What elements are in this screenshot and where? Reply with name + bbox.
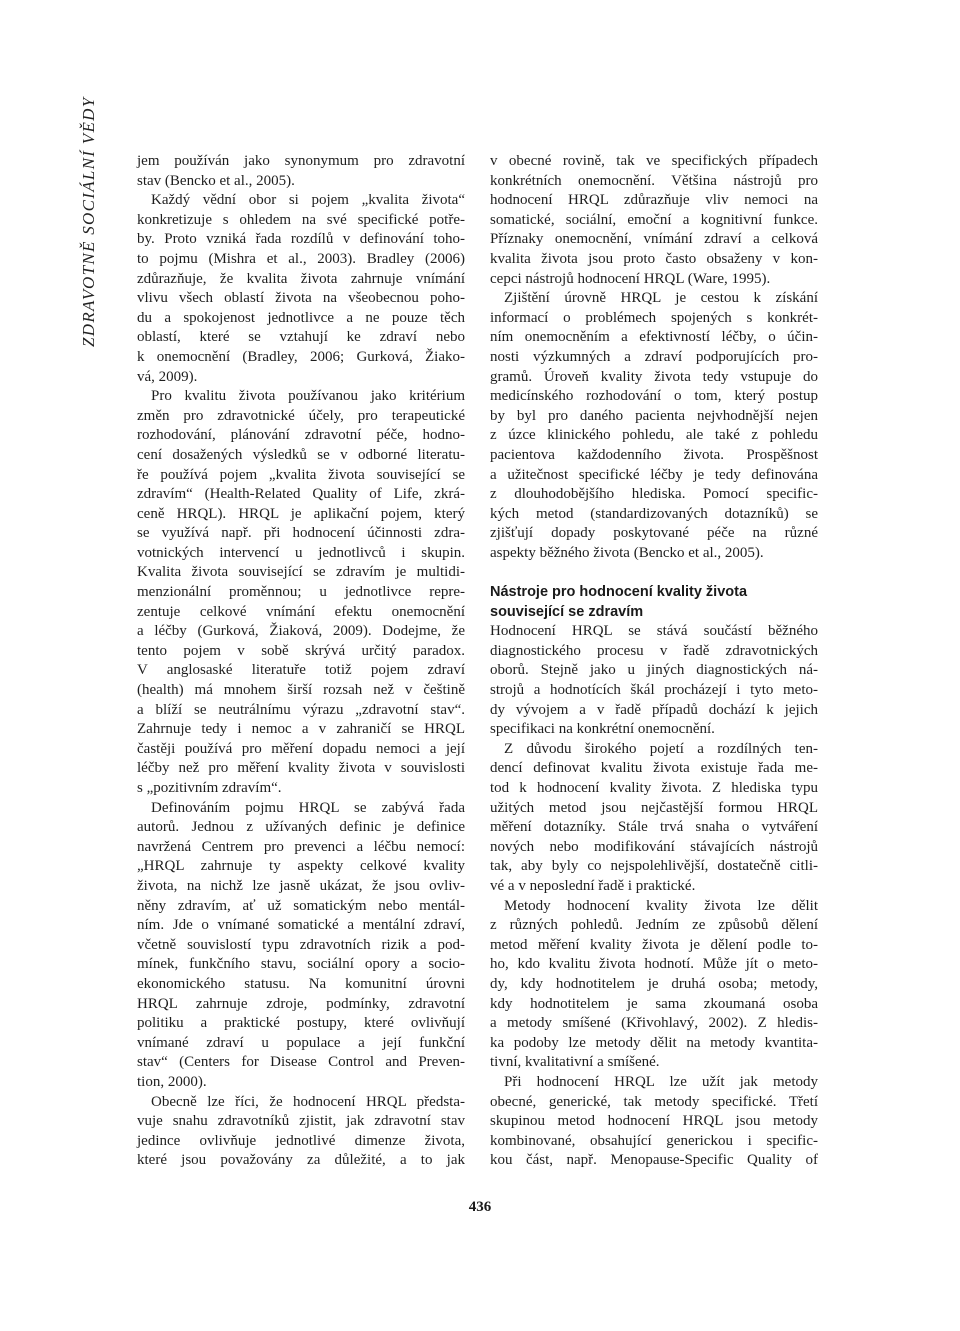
text-line: v obecné rovině, tak ve specifických případech	[490, 153, 818, 169]
text-line: to pojmu (Mishra et al., 2003). Bradley (2006)	[137, 250, 465, 267]
text-line: které jsou považovány za důležité, a to jak	[137, 1152, 465, 1169]
text-line: z dlouhodobějšího hlediska. Pomocí specific-	[490, 486, 818, 503]
text-line: kvalita života jsou proto často obsaženy v kon-	[490, 250, 818, 267]
paragraph	[137, 191, 465, 387]
text-line: vá, 2009).	[137, 368, 198, 385]
text-line: oborů. Stejně jako u jiných diagnostických ná-	[490, 662, 818, 679]
text-line: jedince ovlivňuje jednotlivé dimenze života,	[137, 1132, 465, 1149]
text-line: z různých pohledů. Jedním ze způsobů dělení	[490, 917, 818, 934]
right-column	[490, 152, 818, 1171]
text-line: hodnocení HRQL zdůrazňuje vliv nemoci na	[490, 192, 818, 209]
page-number: 436	[468, 1199, 492, 1215]
text-line: z úzce klinického pohledu, ale také z pohledu	[490, 427, 818, 444]
text-line: rozhodování, plánování zdravotní péče, hodno-	[137, 427, 465, 444]
text-line: obecné, generické, tak metody specifické. Třetí	[490, 1093, 818, 1110]
paragraph	[490, 289, 818, 563]
text-line: a užitečnost specifické léčby je tedy definována	[490, 466, 818, 483]
text-line: kdy hodnotitelem je sama zkoumaná osoba	[490, 995, 818, 1012]
section-heading	[490, 583, 818, 622]
text-line: specifikaci na konkrétní onemocnění.	[490, 721, 715, 738]
text-line: včetně souvislostí typu zdravotních rizik a pod-	[137, 936, 465, 953]
text-line: dy vývojem a v řadě případů dochází k jejich	[490, 701, 818, 718]
text-line: (health) má mnohem širší rozsah než v češtině	[137, 682, 465, 699]
section-heading-line: Nástroje pro hodnocení kvality života	[490, 584, 748, 601]
left-column	[137, 152, 465, 1171]
text-line: vé a v neposlední řadě i praktické.	[490, 877, 696, 894]
text-line: měření dotazníky. Stále trvá snaha o vytváření	[490, 819, 818, 836]
text-line: mínek, funkčního stavu, sociální opory a socio-	[137, 956, 465, 973]
text-line: ním. Jde o vnímané somatické a mentální zdraví,	[137, 917, 465, 934]
text-line: stav (Bencko et al., 2005).	[137, 172, 295, 189]
text-line: informací o problémech spojených s konkrét-	[490, 309, 818, 326]
text-line: dy, kdy hodnotitelem je druhá osoba; metody,	[490, 975, 818, 992]
text-line: by. Proto vzniká řada rozdílů v definování toho-	[137, 231, 465, 248]
text-line: k onemocnění (Bradley, 2006; Gurková, Žiako-	[137, 348, 465, 365]
paragraph	[137, 152, 465, 191]
text-line: Každý vědní obor si pojem „kvalita života“	[151, 192, 465, 209]
text-line: Zjištění úrovně HRQL je cestou k získání	[504, 290, 818, 307]
text-line: strojů a hodnotících škál procházejí i tyto meto-	[490, 682, 818, 699]
text-line: se využívá např. při hodnocení účinnosti zdra-	[137, 525, 465, 542]
text-line: Metody hodnocení kvality života lze dělit	[504, 897, 818, 914]
text-line: tion, 2000).	[137, 1073, 207, 1090]
text-line: konkrétních onemocnění. Většina nástrojů pro	[490, 172, 818, 189]
text-line: autorů. Jednou z užívaných definic je definice	[137, 819, 465, 836]
text-line: aspekty běžného života (Bencko et al., 2005).	[490, 544, 764, 561]
text-line: Při hodnocení HRQL lze užít jak metody	[504, 1073, 818, 1090]
paragraph	[137, 1093, 465, 1171]
text-line: a léčby (Gurková, Žiaková, 2009). Dodejme, že	[137, 623, 465, 640]
text-line: vuje snahu zdravotníků zjistit, jak zdravotní stav	[137, 1113, 465, 1130]
spacer	[490, 563, 818, 583]
text-line: a metody smíšené (Křivohlavý, 2002). Z hledis-	[490, 1015, 818, 1032]
text-line: gramů. Úroveň kvality života tedy vstupuje do	[490, 368, 818, 385]
text-line: somatické, sociální, emoční a kognitivní funkce.	[490, 211, 818, 228]
text-line: tak, aby byly co nejspolehlivější, dostatečně citli-	[490, 858, 818, 875]
text-line: tivní, kvalitativní a smíšené.	[490, 1054, 660, 1071]
text-line: votnických intervencí u jednotlivců i skupin.	[137, 544, 465, 561]
text-line: Zahrnuje tedy i nemoc a v zahraničí se HRQL	[137, 721, 465, 738]
text-line: metod měření kvality života je dělení podle to-	[490, 936, 818, 953]
text-line: Definováním pojmu HRQL se zabývá řada	[151, 799, 465, 816]
text-line: konkretizuje s ohledem na své specifické potře-	[137, 211, 465, 228]
text-line: zjišťují dopady poskytované péče na různé	[490, 525, 818, 542]
text-line: Obecně lze říci, že hodnocení HRQL předsta-	[151, 1093, 465, 1110]
text-line: zdůrazňuje, že kvalita života zahrnuje vnímání	[137, 270, 465, 287]
paragraph	[137, 387, 465, 798]
text-line: vlivu všech oblastí života na všeobecnou poho-	[137, 290, 465, 307]
text-line: tod k hodnocení kvality života. Z hlediska typu	[490, 780, 818, 796]
text-line: by byl pro daného pacienta nejvhodnější nejen	[490, 407, 818, 424]
text-line: HRQL zahrnuje zdroje, podmínky, zdravotní	[137, 995, 465, 1012]
text-line: s „pozitivním zdravím“.	[137, 780, 282, 796]
text-line: skupinou metod hodnocení HRQL jsou metody	[490, 1113, 818, 1130]
text-line: pacientova každodenního života. Prospěšnost	[490, 446, 818, 463]
text-line: a blíží se neutrálnímu výrazu „zdravotní stav“.	[137, 701, 465, 718]
text-line: Hodnocení HRQL se stává součástí běžného	[490, 623, 818, 640]
text-line: zentuje celkové vnímání efektu onemocnění	[137, 603, 465, 620]
text-line: dencí definovat kvalitu života existuje řada me-	[490, 760, 818, 777]
text-line: ka podoby lze metody dělit na metody kvantita-	[490, 1034, 818, 1051]
text-line: ře používá pojem „kvalita života související se	[137, 466, 465, 483]
text-line: vnímané zdraví u populace a její funkční	[137, 1034, 465, 1051]
text-line: politiku a praktické postupy, které ovlivňují	[137, 1015, 465, 1032]
text-line: ho, kdo kvalitu života hodnotí. Může jít o meto-	[490, 956, 818, 973]
text-line: užitých metod jsou nejčastější formou HRQL	[490, 799, 818, 816]
text-line: léčby než pro měření kvality života v souvislosti	[137, 760, 465, 777]
text-line: ceně HRQL). HRQL je aplikační pojem, který	[137, 505, 465, 522]
running-head: ZDRAVOTNĚ SOCIÁLNÍ VĚDY	[79, 96, 98, 347]
text-line: navržená Centrem pro prevenci a léčbu nemocí:	[137, 838, 465, 855]
paragraph	[490, 152, 818, 289]
text-line: kých metod (standardizovaných dotazníků) se	[490, 505, 818, 522]
text-line: diagnostického procesu v řadě zdravotnických	[490, 642, 818, 659]
text-line: změn pro zdravotnické účely, pro terapeutické	[137, 407, 465, 424]
text-line: kombinované, obsahující generickou i specific-	[490, 1132, 818, 1149]
paragraph	[490, 740, 818, 897]
section-heading-line: související se zdravím	[490, 603, 644, 620]
text-line: V anglosaské literatuře totiž pojem zdraví	[137, 662, 465, 679]
text-line: ním onemocněním a efektivností léčby, o účin-	[490, 329, 818, 346]
text-line: Z důvodu širokého pojetí a rozdílných ten-	[504, 740, 818, 757]
text-line: častěji používá pro měření dopadu nemoci a její	[137, 740, 465, 757]
text-line: menzionální proměnnou; u jednotlivce repre-	[137, 584, 465, 601]
text-line: kou část, např. Menopause-Specific Quality of	[490, 1152, 818, 1169]
text-line: du a spokojenost jednotlivce a ne pouze těch	[137, 309, 465, 326]
text-line: tento pojem v sobě skrývá určitý paradox.	[137, 642, 465, 659]
text-line: stav“ (Centers for Disease Control and Preven-	[137, 1054, 465, 1071]
text-line: „HRQL zahrnuje ty aspekty celkové kvality	[137, 858, 465, 875]
text-line: nových nebo modifikování stávajících nástrojů	[490, 838, 818, 855]
paragraph	[490, 897, 818, 1073]
text-line: oblastí, které se vztahují ke zdraví nebo	[137, 329, 465, 346]
text-line: medicínského rozhodování o tom, který postup	[490, 388, 818, 405]
paragraph	[137, 799, 465, 1093]
text-line: Příznaky onemocnění, vnímání zdraví a celková	[490, 231, 818, 248]
text-line: nosti výzkumných a zdraví podporujících pro-	[490, 348, 818, 365]
text-line: něny zdravím, ať už somatickým nebo mentál-	[137, 897, 465, 914]
text-line: Kvalita života související se zdravím je multidi-	[137, 564, 465, 581]
text-line: jem používán jako synonymum pro zdravotní	[137, 153, 465, 169]
text-line: zdravím“ (Health-Related Quality of Life, zkrá-	[137, 486, 465, 503]
text-line: ekonomického statusu. Na komunitní úrovni	[137, 975, 465, 992]
paragraph	[490, 622, 818, 740]
paragraph	[490, 1073, 818, 1171]
text-line: Pro kvalitu života používanou jako kritérium	[151, 388, 465, 405]
text-line: cení dosažených výsledků se v odborné literatu-	[137, 446, 465, 463]
text-line: života, na nichž lze jasně ukázat, že jsou ovliv-	[137, 877, 465, 894]
text-line: cepci nástrojů hodnocení HRQL (Ware, 1995).	[490, 270, 771, 287]
